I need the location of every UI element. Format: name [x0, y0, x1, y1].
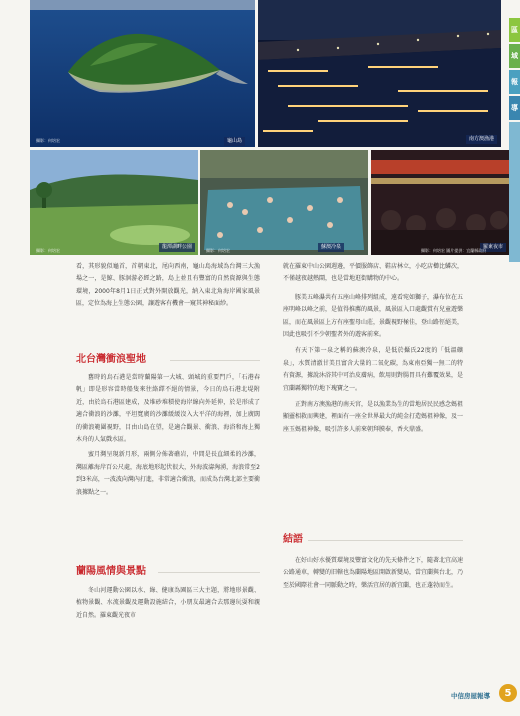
photo-caption: 龜山島	[224, 137, 245, 146]
paragraph: 舊時的烏石港是當時蘭陽第一大城、頭城的重要門戶，「石港春帆」即是形容當時船隻來往絡繹不絕的情景，今日的烏石港北堤附近，由於烏石港區建成，及堆砂堆積使海岸線向外延伸，於是形成了適合衝浪的沙灘，平坦寬廣的沙灘緩緩沒入大平洋的海裡，加上廣闊的衝浪範圍視野，目由山島在望，是適合觀景、衝浪、海浴和海上獨木舟的人氣戲水區。	[76, 374, 260, 444]
paragraph: 看，其形貌似龜首，首朝東北，尾向西南，龜山島海域為台灣三大漁場之一，是鯨、豚洄游必經之路，島上並且有豐富的自然資源與生態環境，2000年8月1日正式對外開放觀光，納入東北角海岸國家風景區，定位為海上生態公園，讓遊客有機會一窺其神秘面紗。	[76, 263, 260, 308]
heading-rule	[170, 360, 260, 361]
photo-caption: 蘇澳冷泉	[318, 243, 344, 252]
paragraph: 蜜月灣呈現新月形，兩側分佈著礁岩，中間是長直細柔的沙灘，灣區離海岸百公尺處，海底地形起伏很大，外海波濤洶湧，海浪常至2到3米高，一波波向灣內打進，非常適合衝浪，而成為台灣北部主要衝浪據點之一。	[76, 451, 260, 496]
paragraph: 在好山好水優質環境及豐富文化的先天條件之下，隨著北宜高速公路通車，轉變的旧轄也為蘭陽地區開啟新變局，當宜蘭與台北，乃至於國際社會一同脈動之時，樂活宜居的新宜蘭，也正蓬勃而生。	[283, 557, 464, 589]
article-body-left-bottom	[76, 585, 260, 622]
golf-course-image	[30, 150, 198, 255]
section-heading: 結語	[283, 534, 303, 545]
side-tab: 區	[509, 18, 520, 42]
photo-night-harbor	[258, 0, 501, 147]
photo-hot-spring	[200, 150, 368, 255]
photo-night-market	[371, 150, 509, 255]
photo-credit: 攝影：何培宏	[36, 248, 60, 253]
article-body-right-top	[283, 261, 463, 436]
photo-credit: 攝影：何培宏 圖片提供：宜蘭縣政府	[421, 248, 487, 253]
article-body-right-bottom	[283, 555, 463, 592]
side-tab: 域	[509, 44, 520, 68]
side-tab: 導	[509, 96, 520, 120]
article-body-left-top	[76, 261, 260, 311]
night-market-image	[371, 150, 509, 255]
side-tab-strip	[509, 122, 520, 262]
photo-golf-course	[30, 150, 198, 255]
paragraph: 正對南方澳漁港的南天宮，是以漁業為生的當地居民民感念媽祖顯靈相救而興建，裡面有一座全世界最大的純金打造媽祖神像，及一座玉媽祖神像，吸引許多人前來朝拜膜奉，香火鼎盛。	[283, 401, 464, 433]
turtle-island-image	[30, 0, 255, 147]
page-number: 5	[499, 684, 517, 702]
article-body-left-mid	[76, 372, 260, 499]
section-heading: 北台灣衝浪聖地	[76, 354, 146, 365]
section-heading: 蘭陽風情與景點	[76, 566, 146, 577]
paragraph: 就在羅東中山公園週邊，平價服飾店、鞋店林立，小吃店櫛比鱗次，不僅越夜越熱鬧，也是當地逛街購物的中心。	[283, 263, 464, 283]
heading-rule	[158, 572, 260, 573]
photo-turtle-island	[30, 0, 255, 147]
paragraph: 冬山河運動公園以水、綠、健康為園區三大主題，將地形景觀、植物景觀、水流景觀及運動設施結合，小朋友最適合去那邊玩耍和親近自然。羅東觀光夜市	[76, 587, 260, 619]
photo-caption: 羅東夜市	[480, 243, 506, 252]
heading-rule	[308, 540, 463, 541]
paragraph: 有天下第一泉之稱的蘇澳冷泉，是低於攝氏22度的「低溫礦泉」，水質清澈甘美且富含大量的二氧化碳，為東南亞獨一無二的特有資源，據說沐浴其中可治皮膚病，飲用則對腸胃具有難覆效果，是宜蘭縣獨特的地下瑰寶之一。	[283, 347, 464, 392]
paragraph: 豚美五峰瀑共有五座山峰排列組成，遠看宛如獅子，瀑布位在五座明峰以峰之前，是值得推薦的風景，風景區入口處觀賞有兒童遊樂區，而在風景區上方有座聖母山莊，景觀視野極佳，登山路徑絕美，因此也吸引不少朝聖者外的遊客前來。	[283, 293, 464, 339]
night-harbor-image	[258, 0, 501, 147]
photo-credit: 攝影：何培宏	[36, 138, 60, 143]
hot-spring-image	[200, 150, 368, 255]
photo-credit: 攝影：何培宏	[206, 248, 230, 253]
side-tab: 報	[509, 70, 520, 94]
magazine-title: 中信房屋報導	[451, 692, 490, 700]
photo-caption: 南方澳漁港	[466, 135, 497, 144]
photo-caption: 龍潭湖畔公園	[159, 243, 195, 252]
